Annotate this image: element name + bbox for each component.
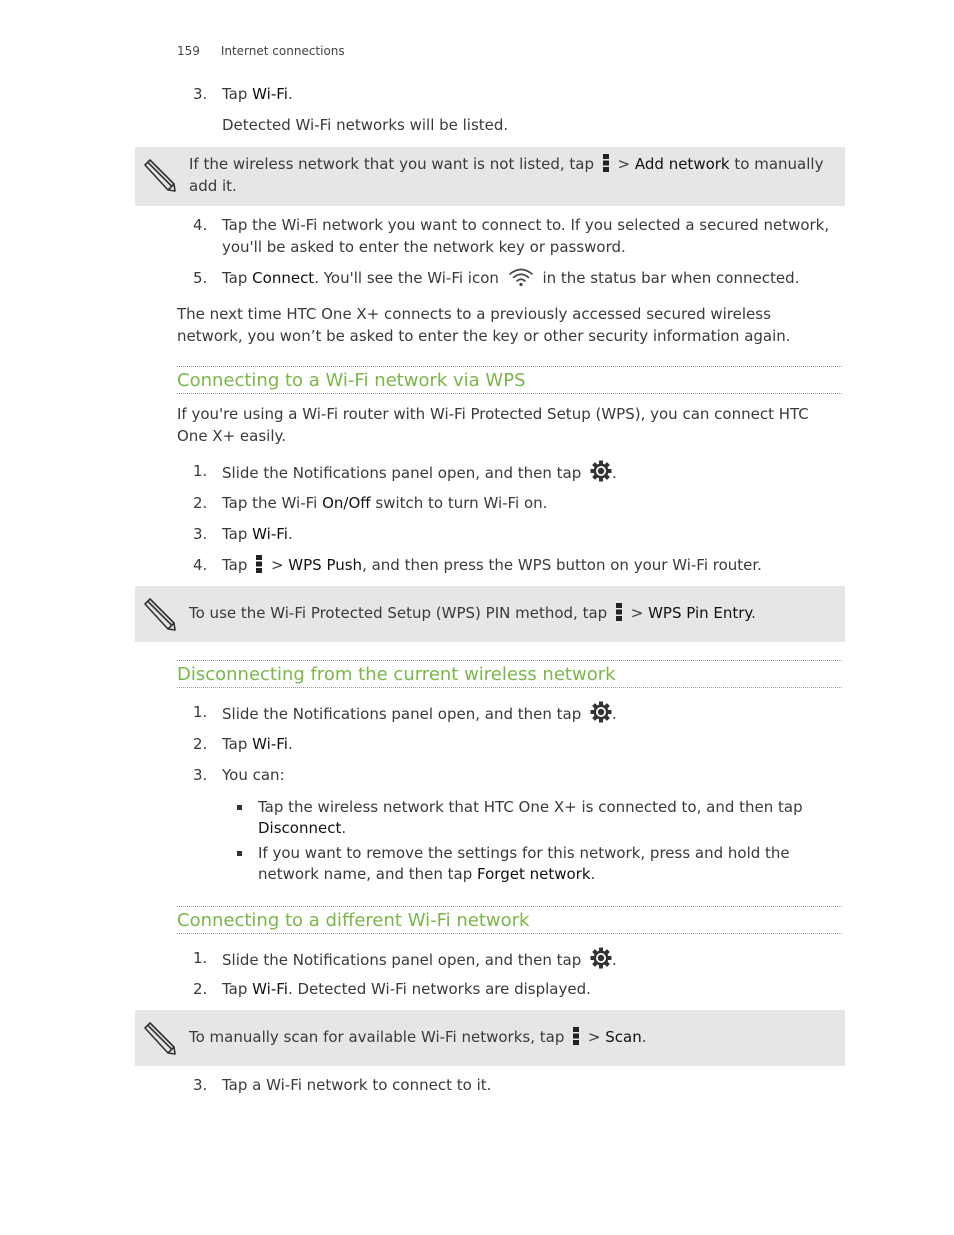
different-step-2: 2. Tap Wi-Fi. Detected Wi-Fi networks are displayed.: [193, 980, 591, 998]
ui-term: Wi-Fi: [252, 735, 288, 753]
ui-term: WPS Pin Entry: [648, 604, 752, 622]
pencil-icon: [141, 157, 177, 193]
menu-icon: [603, 154, 609, 172]
paragraph: If you're using a Wi-Fi router with Wi-Fi Protected Setup (WPS), you can connect HTC One X+ easily.: [177, 405, 809, 445]
step-number: 2.: [193, 494, 208, 512]
ui-term: Scan: [605, 1028, 642, 1046]
wps-step-4: 4. Tap > WPS Push, and then press the WPS button on your Wi-Fi router.: [193, 556, 762, 574]
disconnect-step-2: 2. Tap Wi-Fi.: [193, 735, 293, 753]
intro-step-5: 5. Tap Connect. You'll see the Wi-Fi icon in the status bar when connected.: [193, 269, 800, 287]
step-text: Tap a Wi-Fi network to connect to it.: [222, 1076, 492, 1094]
different-step-3: [193, 1074, 833, 1096]
step-text: You can:: [222, 766, 285, 784]
step-number: 3.: [193, 766, 208, 784]
section-title: Connecting to a different Wi-Fi network: [177, 910, 530, 931]
wifi-icon: [508, 267, 534, 287]
step-number: 2.: [193, 980, 208, 998]
step-number: 4.: [193, 216, 208, 234]
intro-step-4: [193, 214, 833, 258]
gear-icon: [590, 701, 612, 723]
ui-term: On/Off: [322, 494, 371, 512]
step-number: 1.: [193, 462, 208, 480]
wps-step-1: 1. Slide the Notifications panel open, and then tap .: [193, 462, 617, 482]
pencil-icon: [141, 596, 177, 632]
note-box: [135, 586, 845, 642]
ui-term: Connect: [252, 269, 315, 287]
step-number: 3.: [193, 85, 208, 103]
ui-term: Add network: [634, 155, 730, 173]
step-number: 5.: [193, 269, 208, 287]
note-box: [135, 147, 845, 206]
gear-icon: [590, 460, 612, 482]
page-header: [177, 44, 345, 58]
section-title: Connecting to a Wi-Fi network via WPS: [177, 370, 526, 391]
paragraph: The next time HTC One X+ connects to a previously accessed secured wireless network, you won’t be asked to enter the key or other security information again.: [177, 305, 791, 345]
wps-step-2: 2. Tap the Wi-Fi On/Off switch to turn Wi-Fi on.: [193, 494, 548, 512]
step-number: 3.: [193, 525, 208, 543]
ui-term: Wi-Fi: [252, 85, 288, 103]
step-text: Tap: [222, 85, 253, 103]
bullet-marker: [237, 851, 242, 856]
step-number: 3.: [193, 1076, 208, 1094]
section-title: Disconnecting from the current wireless network: [177, 664, 616, 685]
ui-term: Disconnect: [258, 819, 342, 837]
step-detail: Detected Wi-Fi networks will be listed.: [222, 116, 509, 134]
step-number: 2.: [193, 735, 208, 753]
note-box: [135, 1010, 845, 1066]
intro-step-3: [193, 83, 833, 105]
menu-icon: [256, 555, 262, 573]
note-text: If the wireless network that you want is not listed, tap > Add network to manually add it.: [189, 155, 824, 195]
ui-term: WPS Push: [288, 556, 363, 574]
section-heading-disconnect: [177, 660, 842, 688]
bullet-item: Tap the wireless network that HTC One X+ is connected to, and then tap Disconnect.: [237, 797, 827, 839]
ui-term: Wi-Fi: [252, 980, 288, 998]
bullet-item: If you want to remove the settings for this network, press and hold the network name, and then tap Forget network.: [237, 843, 827, 885]
section-heading-wps: [177, 366, 842, 394]
pencil-icon: [141, 1020, 177, 1056]
wps-step-3: 3. Tap Wi-Fi.: [193, 525, 293, 543]
step-text: Tap the Wi-Fi network you want to connect to. If you selected a secured network, you'll be asked to enter the network key or password.: [222, 216, 830, 256]
note-text: To use the Wi-Fi Protected Setup (WPS) PIN method, tap > WPS Pin Entry.: [189, 604, 756, 622]
bullet-marker: [237, 805, 242, 810]
gear-icon: [590, 947, 612, 969]
different-step-1: 1. Slide the Notifications panel open, and then tap .: [193, 949, 617, 969]
ui-term: Forget network: [477, 865, 591, 883]
menu-icon: [616, 603, 622, 621]
disconnect-step-3: [193, 764, 833, 786]
disconnect-step-1: 1. Slide the Notifications panel open, and then tap .: [193, 703, 617, 723]
menu-icon: [573, 1027, 579, 1045]
step-number: 1.: [193, 949, 208, 967]
ui-term: Wi-Fi: [252, 525, 288, 543]
step-number: 4.: [193, 556, 208, 574]
section-heading-different: [177, 906, 842, 934]
section-name: Internet connections: [220, 44, 345, 58]
step-text: .: [287, 85, 293, 103]
note-text: To manually scan for available Wi-Fi networks, tap > Scan.: [189, 1028, 647, 1046]
step-number: 1.: [193, 703, 208, 721]
page-number: 159: [177, 44, 200, 58]
